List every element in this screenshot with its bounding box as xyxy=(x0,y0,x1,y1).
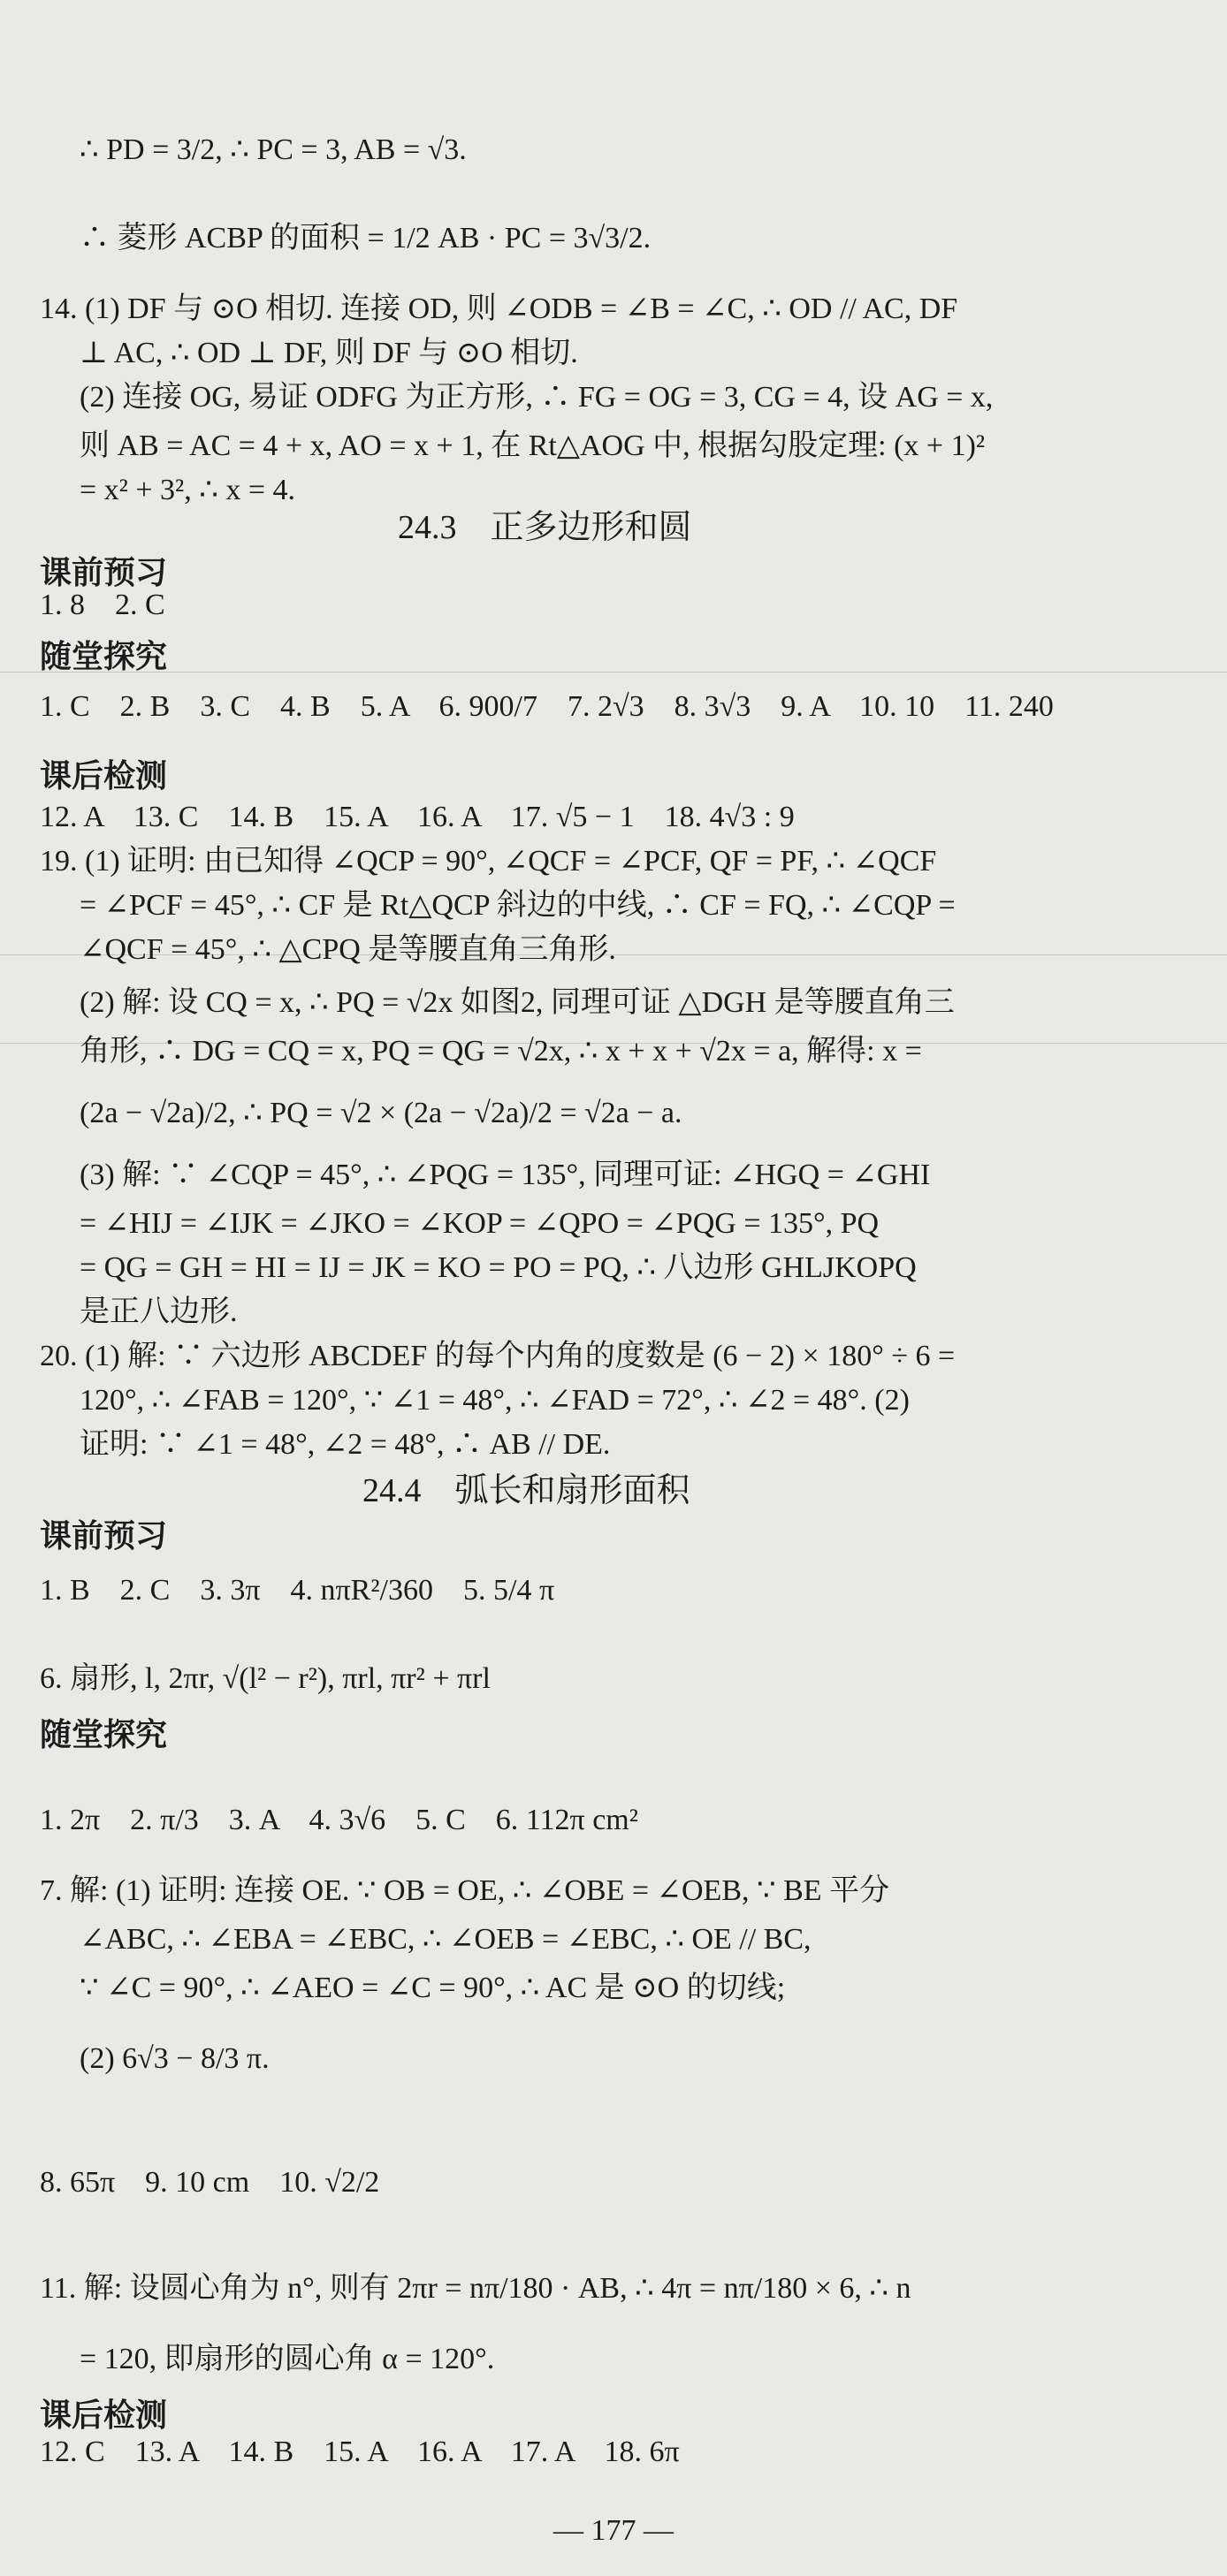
text-line: = 120, 即扇形的圆心角 α = 120°. xyxy=(80,2343,495,2375)
section-title: 24.3 正多边形和圆 xyxy=(398,509,692,546)
text-line: 证明: ∵ ∠1 = 48°, ∠2 = 48°, ∴ AB // DE. xyxy=(80,1428,611,1461)
text-line: 1. B 2. C 3. 3π 4. nπR²/360 5. 5/4 π xyxy=(40,1574,555,1607)
text-line: ∠QCF = 45°, ∴ △CPQ 是等腰直角三角形. xyxy=(80,933,616,966)
text-line: ⊥ AC, ∴ OD ⊥ DF, 则 DF 与 ⊙O 相切. xyxy=(80,337,578,369)
text-line: 是正八边形. xyxy=(80,1296,238,1328)
text-line: 11. 解: 设圆心角为 n°, 则有 2πr = nπ/180 · AB, ∴ 4π = nπ/180 × 6, ∴ n xyxy=(40,2272,911,2305)
subsection-heading: 随堂探究 xyxy=(40,1717,168,1753)
text-line: (3) 解: ∵ ∠CQP = 45°, ∴ ∠PQG = 135°, 同理可证: ∠HGQ = ∠GHI xyxy=(80,1159,931,1191)
text-line: = ∠HIJ = ∠IJK = ∠JKO = ∠KOP = ∠QPO = ∠PQG = 135°, PQ xyxy=(80,1207,880,1240)
text-line: 7. 解: (1) 证明: 连接 OE. ∵ OB = OE, ∴ ∠OBE = ∠OEB, ∵ BE 平分 xyxy=(40,1874,890,1907)
text-line: ∴ 菱形 ACBP 的面积 = 1/2 AB · PC = 3√3/2. xyxy=(80,222,652,255)
text-line: (2) 连接 OG, 易证 ODFG 为正方形, ∴ FG = OG = 3, CG = 4, 设 AG = x, xyxy=(80,381,994,414)
text-line: ∠ABC, ∴ ∠EBA = ∠EBC, ∴ ∠OEB = ∠EBC, ∴ OE // BC, xyxy=(80,1923,812,1956)
text-line: (2a − √2a)/2, ∴ PQ = √2 × (2a − √2a)/2 = √2a − a. xyxy=(80,1097,682,1129)
text-line: 19. (1) 证明: 由已知得 ∠QCP = 90°, ∠QCF = ∠PCF, QF = PF, ∴ ∠QCF xyxy=(40,845,937,878)
text-line: = QG = GH = HI = IJ = JK = KO = PO = PQ, ∴ 八边形 GHLJKOPQ xyxy=(80,1251,917,1284)
text-line: 则 AB = AC = 4 + x, AO = x + 1, 在 Rt△AOG 中, 根据勾股定理: (x + 1)² xyxy=(80,429,986,462)
subsection-heading: 课后检测 xyxy=(40,2397,168,2434)
text-line: 1. 2π 2. π/3 3. A 4. 3√6 5. C 6. 112π cm² xyxy=(40,1804,638,1836)
text-line: 1. 8 2. C xyxy=(40,589,165,621)
text-line: 6. 扇形, l, 2πr, √(l² − r²), πrl, πr² + πrl xyxy=(40,1662,491,1695)
text-line: (2) 解: 设 CQ = x, ∴ PQ = √2x 如图2, 同理可证 △DGH 是等腰直角三 xyxy=(80,986,955,1019)
text-line: 1. C 2. B 3. C 4. B 5. A 6. 900/7 7. 2√3 8. 3√3 9. A 10. 10 11. 240 xyxy=(40,690,1054,723)
text-line: 120°, ∴ ∠FAB = 120°, ∵ ∠1 = 48°, ∴ ∠FAD = 72°, ∴ ∠2 = 48°. (2) xyxy=(80,1384,910,1417)
text-line: 20. (1) 解: ∵ 六边形 ABCDEF 的每个内角的度数是 (6 − 2) × 180° ÷ 6 = xyxy=(40,1340,956,1372)
subsection-heading: 课前预习 xyxy=(40,1518,168,1554)
text-line: 角形, ∴ DG = CQ = x, PQ = QG = √2x, ∴ x + x + √2x = a, 解得: x = xyxy=(80,1035,922,1068)
text-line: 8. 65π 9. 10 cm 10. √2/2 xyxy=(40,2166,380,2199)
page-number: — 177 — xyxy=(553,2514,674,2547)
text-line: 12. C 13. A 14. B 15. A 16. A 17. A 18. 6π xyxy=(40,2435,680,2468)
text-line: = ∠PCF = 45°, ∴ CF 是 Rt△QCP 斜边的中线, ∴ CF = FQ, ∴ ∠CQP = xyxy=(80,889,956,922)
text-line: 12. A 13. C 14. B 15. A 16. A 17. √5 − 1 18. 4√3 : 9 xyxy=(40,801,795,833)
subsection-heading: 课后检测 xyxy=(40,758,168,794)
subsection-heading: 随堂探究 xyxy=(40,639,168,675)
section-title: 24.4 弧长和扇形面积 xyxy=(362,1472,690,1509)
text-line: 14. (1) DF 与 ⊙O 相切. 连接 OD, 则 ∠ODB = ∠B = ∠C, ∴ OD // AC, DF xyxy=(40,293,958,325)
subsection-heading: 课前预习 xyxy=(40,555,168,591)
text-line: ∴ PD = 3/2, ∴ PC = 3, AB = √3. xyxy=(80,133,467,166)
text-line: ∵ ∠C = 90°, ∴ ∠AEO = ∠C = 90°, ∴ AC 是 ⊙O 的切线; xyxy=(80,1972,786,2004)
text-line: (2) 6√3 − 8/3 π. xyxy=(80,2042,270,2075)
text-line: = x² + 3², ∴ x = 4. xyxy=(80,474,296,506)
